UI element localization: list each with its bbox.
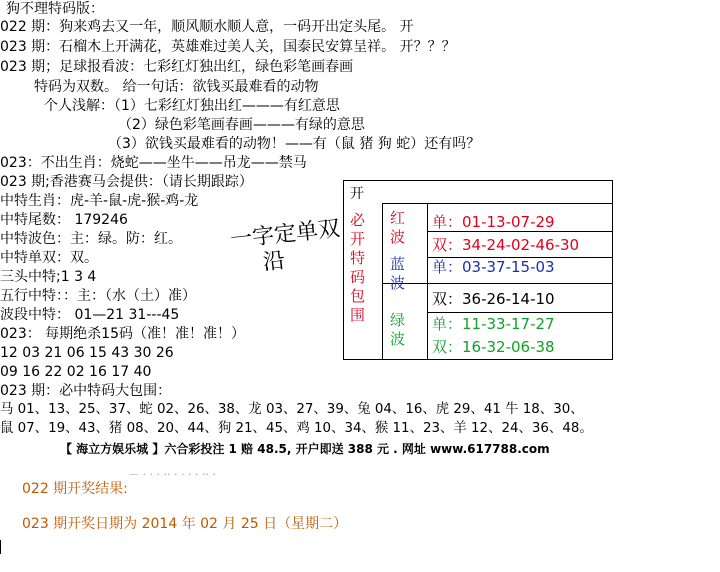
handwritten-stamp <box>229 216 345 287</box>
text-line: 023 期;香港赛马会提供：（请长期跟踪） <box>0 174 253 190</box>
prediction-table <box>343 180 613 360</box>
divider <box>427 203 428 359</box>
text-line: 022 期：狗来鸡去又一年，顺风顺水顺人意，一码开出定头尾。 开 <box>0 19 414 35</box>
green-wave-label: 绿波 <box>390 311 406 348</box>
text-line: 023 期：石榴木上开满花，英雄难过美人关，国泰民安算呈祥。 开？？？ <box>0 39 456 55</box>
faint-text-remnant: － · · · ·· · · · · ·· · <box>128 468 216 481</box>
side-label <box>350 211 370 325</box>
text-line: 五行中特：：主：（水（土）准） <box>0 288 196 304</box>
text-line: （2）绿色彩笔画春画———有绿的意思 <box>118 117 365 133</box>
text-line: 023： 每期绝杀15码（准！准！准！） <box>0 326 245 342</box>
draw-date: 023 期开奖日期为 2014 年 02 月 25 日（星期二） <box>22 516 348 532</box>
table-header: 开 <box>350 186 364 202</box>
text-cursor <box>0 540 1 554</box>
text-line: 中特波色：主：绿。防：红。 <box>0 231 182 247</box>
text-line: 中特生肖：虎-羊-鼠-虎-猴-鸡-龙 <box>0 193 199 209</box>
divider <box>382 283 612 284</box>
text-line: 三头中特;1 3 4 <box>0 269 97 285</box>
divider <box>382 203 612 204</box>
stamp-line: 一字定单双 <box>229 216 342 253</box>
number-row: 双：34-24-02-46-30 <box>432 236 580 254</box>
number-row: 单：11-33-17-27 <box>432 315 555 333</box>
text-line: 特码为双数。 给一句话：欲钱买最难看的动物 <box>34 79 319 95</box>
number-row: 单：03-37-15-03 <box>432 258 555 276</box>
text-line: 中特单双：双。 <box>0 250 98 266</box>
text-line: 023 期；足球报看波：七彩红灯独出红，绿色彩笔画春画 <box>0 59 354 75</box>
brand-banner: 【 海立方娱乐城 】六合彩投注 1 赔 48.5, 开户即送 388 元 . 网址 www.617788.com <box>60 442 550 456</box>
text-line: 09 16 22 02 16 17 40 <box>0 364 152 380</box>
stamp-line: 沿 <box>261 248 287 276</box>
number-row: 双：16-32-06-38 <box>432 338 555 356</box>
side-char: 码 <box>350 268 366 286</box>
doc-title: 狗不理特码版： <box>6 1 104 17</box>
text-line: 中特尾数： 179246 <box>0 212 128 228</box>
red-wave-label: 红波 <box>390 209 406 246</box>
number-row: 单：01-13-07-29 <box>432 213 555 231</box>
side-char: 包 <box>350 287 366 305</box>
side-char: 围 <box>350 306 366 324</box>
text-line: （3）欲钱买最难看的动物！——有（鼠 猪 狗 蛇）还有吗？ <box>108 136 481 152</box>
number-row: 双：36-26-14-10 <box>432 290 555 308</box>
text-line: 个人浅解：（1）七彩红灯独出红———有红意思 <box>44 98 340 114</box>
side-char: 特 <box>350 249 366 267</box>
blue-wave-label: 蓝波 <box>390 255 406 292</box>
text-line: 波段中特： 01—21 31---45 <box>0 307 180 323</box>
text-line: 12 03 21 06 15 43 30 26 <box>0 345 174 361</box>
side-char: 开 <box>350 230 366 248</box>
text-line: 马 01、13、25、37、蛇 02、26、38、龙 03、27、39、兔 04、16、虎 29、41 牛 18、30、 <box>0 402 584 417</box>
text-line: 023：不出生肖：烧蛇——坐牛——吊龙——禁马 <box>0 155 307 171</box>
text-line: 鼠 07、19、43、猪 08、20、44、狗 21、45、鸡 10、34、猴 11、23、羊 12、24、36、48。 <box>0 421 593 436</box>
text-line: 023 期：必中特码大包围： <box>0 383 172 399</box>
divider <box>382 203 383 359</box>
result-title: 022 期开奖结果: <box>22 481 128 497</box>
side-char: 必 <box>350 211 366 229</box>
